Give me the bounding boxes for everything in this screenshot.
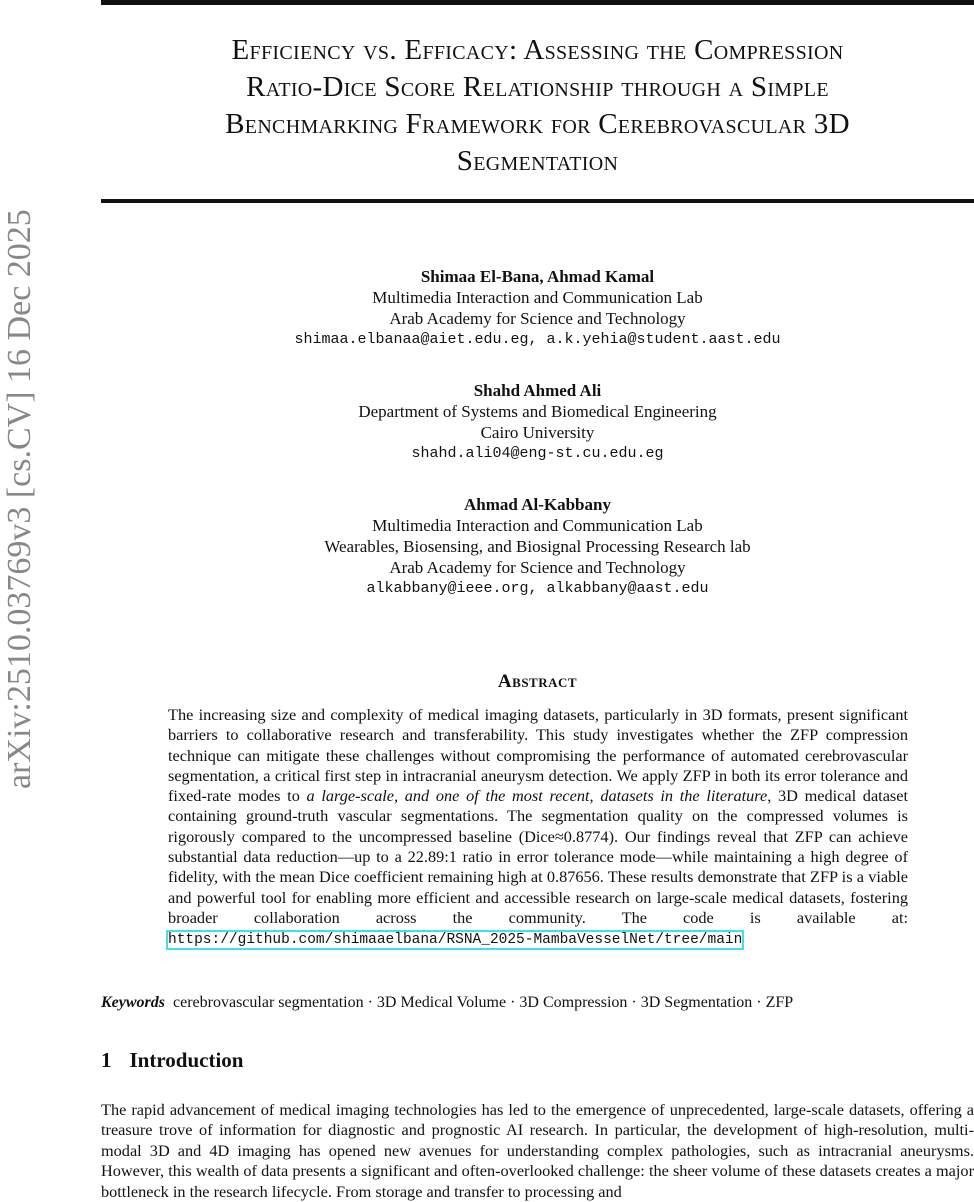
affiliation: Arab Academy for Science and Technology — [389, 309, 686, 328]
title-line: Benchmarking Framework for Cerebrovascular 3D — [225, 108, 850, 140]
title-line: Segmentation — [456, 145, 619, 177]
arxiv-stamp: arXiv:2510.03769v3 [cs.CV] 16 Dec 2025 — [1, 209, 38, 789]
abstract-text: , 3D medical dataset containing ground-truth vascular segmentations. The segmentation quality on the compressed volumes is rigorously compared to the uncompressed baseline (Dice≈0.8774). Our findings reveal that ZFP can achieve substantial data reduction—up to a 22.89:1 ratio in error tolerance mode—while maintaining a high degree of fidelity, with the mean Dice coefficient remaining high at 0.87656. These results demonstrate that ZFP is a viable and powerful tool for enabling more efficient and accessible research on large-scale medical datasets, fostering broader collaboration across the community. The code is available at: — [168, 786, 909, 927]
affiliation: Multimedia Interaction and Communication Lab — [372, 516, 703, 535]
author-block — [101, 380, 974, 464]
author-block — [101, 266, 974, 350]
author-name: Ahmad Al-Kabbany — [464, 495, 611, 514]
keywords — [101, 994, 793, 1012]
affiliation: Multimedia Interaction and Communication Lab — [372, 288, 703, 307]
abstract-heading: Abstract — [497, 671, 578, 692]
author-emails[interactable]: alkabbany@ieee.org, alkabbany@aast.edu — [366, 580, 709, 597]
introduction-text: The rapid advancement of medical imaging technologies has led to the emergence of unprecedented, large-scale datasets, offering a treasure trove of information for diagnostic and prognostic AI research. In particular, the development of high-resolution, multi-modal 3D and 4D imaging has opened new avenues for understanding complex pathologies, such as intracranial aneurysms. However, this wealth of data presents a significant and often-overlooked challenge: the sheer volume of these datasets creates a major bottleneck in the research lifecycle. From storage and transfer to processing and — [101, 1100, 974, 1201]
title-bottom-rule — [101, 199, 974, 203]
section-heading — [101, 1048, 243, 1073]
affiliation: Wearables, Biosensing, and Biosignal Processing Research lab — [324, 537, 751, 556]
abstract-body — [168, 705, 908, 951]
affiliation: Department of Systems and Biomedical Engineering — [358, 402, 717, 421]
affiliation: Arab Academy for Science and Technology — [389, 558, 686, 577]
author-list — [101, 266, 974, 629]
affiliation: Cairo University — [480, 423, 595, 442]
author-name: Shahd Ahmed Ali — [473, 381, 602, 400]
keywords-text: cerebrovascular segmentation · 3D Medical Volume · 3D Compression · 3D Segmentation · ZFP — [173, 994, 794, 1011]
top-rule — [101, 0, 974, 5]
author-emails[interactable]: shahd.ali04@eng-st.cu.edu.eg — [411, 445, 664, 462]
code-link[interactable]: https://github.com/shimaaelbana/RSNA_2025-MambaVesselNet/tree/main — [168, 932, 743, 949]
paper-title — [101, 32, 974, 180]
title-line: Ratio-Dice Score Relationship through a Simple — [246, 71, 829, 103]
section-number: 1 — [101, 1048, 112, 1072]
author-block — [101, 494, 974, 599]
title-line: Efficiency vs. Efficacy: Assessing the Compression — [231, 34, 844, 66]
abstract-italic: a large-scale, and one of the most recent, datasets in the literature — [306, 786, 768, 806]
author-name: Shimaa El-Bana, Ahmad Kamal — [420, 267, 655, 286]
author-emails[interactable]: shimaa.elbanaa@aiet.edu.eg, a.k.yehia@student.aast.edu — [294, 331, 781, 348]
abstract-text: The increasing size and complexity of medical imaging datasets, particularly in 3D formats, present significant barriers to collaborative research and transferability. This study investigates whether the ZFP compression technique can mitigate these challenges without compromising the performance of automated cerebrovascular segmentation, a critical first step in intracranial aneurysm detection. We apply ZFP in both its error tolerance and fixed-rate modes to — [168, 705, 908, 806]
section-title: Introduction — [129, 1048, 244, 1072]
keywords-label: Keywords — [101, 994, 165, 1011]
